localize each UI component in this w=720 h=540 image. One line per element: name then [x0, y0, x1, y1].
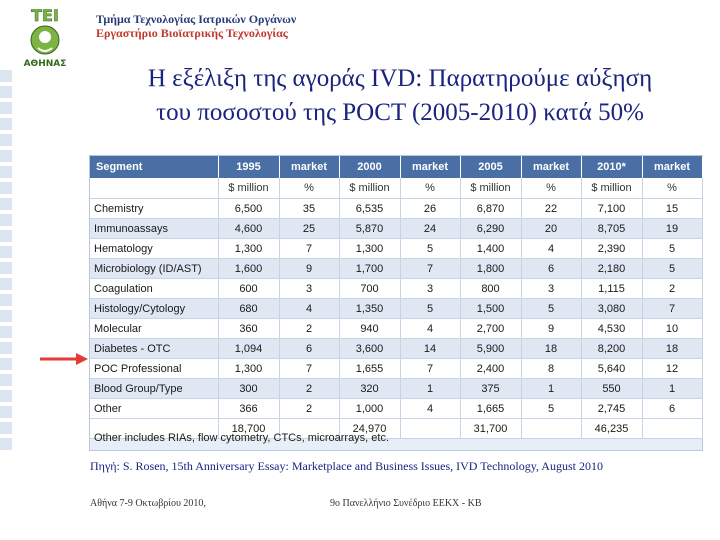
- unit-cell: $ million: [581, 178, 642, 199]
- strip-square: [0, 246, 12, 258]
- value-cell: 6: [642, 399, 702, 419]
- value-cell: 3,600: [339, 339, 400, 359]
- value-cell: 6,535: [339, 199, 400, 219]
- value-cell: 18: [521, 339, 581, 359]
- value-cell: 20: [521, 219, 581, 239]
- total-cell: [521, 419, 581, 439]
- value-cell: 12: [642, 359, 702, 379]
- table-row: [90, 239, 702, 259]
- value-cell: 2,180: [581, 259, 642, 279]
- value-cell: 7: [279, 239, 339, 259]
- table-row: [90, 299, 702, 319]
- strip-square: [0, 422, 12, 434]
- table-row: [90, 379, 702, 399]
- table-header-row: [90, 156, 702, 178]
- total-cell: 24,970: [339, 419, 400, 439]
- value-cell: 3,080: [581, 299, 642, 319]
- value-cell: 2,700: [460, 319, 521, 339]
- total-cell: 46,235: [581, 419, 642, 439]
- table-row: [90, 339, 702, 359]
- value-cell: 1,000: [339, 399, 400, 419]
- header-cell: 2000: [339, 156, 400, 178]
- table-row: [90, 259, 702, 279]
- table-row: [90, 399, 702, 419]
- value-cell: 5: [521, 299, 581, 319]
- value-cell: 35: [279, 199, 339, 219]
- strip-square: [0, 262, 12, 274]
- unit-cell: %: [400, 178, 460, 199]
- strip-square: [0, 294, 12, 306]
- segment-cell: Molecular: [90, 319, 218, 339]
- value-cell: 6: [279, 339, 339, 359]
- value-cell: 25: [279, 219, 339, 239]
- table-row: [90, 199, 702, 219]
- segment-cell: Hematology: [90, 239, 218, 259]
- value-cell: 300: [218, 379, 279, 399]
- left-decorative-strip: [0, 70, 14, 470]
- strip-square: [0, 70, 12, 82]
- value-cell: 10: [642, 319, 702, 339]
- value-cell: 800: [460, 279, 521, 299]
- table-row: [90, 359, 702, 379]
- strip-square: [0, 438, 12, 450]
- strip-square: [0, 326, 12, 338]
- strip-square: [0, 342, 12, 354]
- segment-cell: Histology/Cytology: [90, 299, 218, 319]
- segment-cell: Coagulation: [90, 279, 218, 299]
- value-cell: 5: [400, 299, 460, 319]
- table-row: [90, 279, 702, 299]
- value-cell: 2: [279, 399, 339, 419]
- header-cell: market: [400, 156, 460, 178]
- value-cell: 1,800: [460, 259, 521, 279]
- strip-square: [0, 86, 12, 98]
- table-unit-row: [90, 178, 702, 199]
- value-cell: 1,115: [581, 279, 642, 299]
- strip-square: [0, 214, 12, 226]
- value-cell: 375: [460, 379, 521, 399]
- value-cell: 7: [400, 259, 460, 279]
- segment-cell: Immunoassays: [90, 219, 218, 239]
- footer-date: Αθήνα 7-9 Οκτωβρίου 2010,: [90, 498, 206, 509]
- value-cell: 3: [521, 279, 581, 299]
- value-cell: 600: [218, 279, 279, 299]
- strip-square: [0, 198, 12, 210]
- value-cell: 2: [642, 279, 702, 299]
- value-cell: 24: [400, 219, 460, 239]
- value-cell: 26: [400, 199, 460, 219]
- strip-square: [0, 390, 12, 402]
- value-cell: 6,870: [460, 199, 521, 219]
- value-cell: 2: [279, 379, 339, 399]
- unit-cell: %: [279, 178, 339, 199]
- value-cell: 15: [642, 199, 702, 219]
- value-cell: 1,655: [339, 359, 400, 379]
- strip-square: [0, 150, 12, 162]
- value-cell: 1,300: [218, 239, 279, 259]
- total-cell: 31,700: [460, 419, 521, 439]
- red-arrow-icon: [40, 352, 88, 366]
- value-cell: 1,600: [218, 259, 279, 279]
- ivd-market-table: [90, 156, 703, 439]
- strip-square: [0, 374, 12, 386]
- value-cell: 940: [339, 319, 400, 339]
- strip-square: [0, 230, 12, 242]
- value-cell: 1,300: [339, 239, 400, 259]
- header-department: Τμήμα Τεχνολογίας Ιατρικών Οργάνων: [96, 12, 297, 26]
- logo-text-top: ΤΕΙ: [31, 6, 59, 25]
- header-cell: 2005: [460, 156, 521, 178]
- value-cell: 1,400: [460, 239, 521, 259]
- value-cell: 4: [521, 239, 581, 259]
- value-cell: 5,900: [460, 339, 521, 359]
- ivd-market-table-container: [89, 155, 703, 451]
- logo-text-bottom: ΑΘΗΝΑΣ: [23, 59, 67, 69]
- segment-cell: Microbiology (ID/AST): [90, 259, 218, 279]
- footer-conference: 9ο Πανελλήνιο Συνέδριο ΕΕΚΧ - ΚΒ: [330, 498, 482, 509]
- value-cell: 5: [400, 239, 460, 259]
- unit-cell: $ million: [218, 178, 279, 199]
- value-cell: 9: [279, 259, 339, 279]
- value-cell: 5: [642, 239, 702, 259]
- strip-square: [0, 406, 12, 418]
- value-cell: 360: [218, 319, 279, 339]
- value-cell: 1: [400, 379, 460, 399]
- unit-cell: %: [521, 178, 581, 199]
- value-cell: 9: [521, 319, 581, 339]
- segment-cell: Other: [90, 399, 218, 419]
- strip-square: [0, 134, 12, 146]
- strip-square: [0, 102, 12, 114]
- header-cell: market: [279, 156, 339, 178]
- value-cell: 8: [521, 359, 581, 379]
- value-cell: 4: [400, 399, 460, 419]
- tei-athinas-logo: [8, 4, 82, 70]
- value-cell: 680: [218, 299, 279, 319]
- header-cell: market: [521, 156, 581, 178]
- unit-cell: [90, 178, 218, 199]
- value-cell: 18: [642, 339, 702, 359]
- value-cell: 3: [400, 279, 460, 299]
- value-cell: 4,530: [581, 319, 642, 339]
- value-cell: 2,400: [460, 359, 521, 379]
- value-cell: 4: [400, 319, 460, 339]
- header-cell: 2010*: [581, 156, 642, 178]
- header-cell: Segment: [90, 156, 218, 178]
- value-cell: 7: [642, 299, 702, 319]
- segment-cell: Blood Group/Type: [90, 379, 218, 399]
- table-note: Other includes RIAs, flow cytometry, CTCs, microarrays, etc.: [94, 432, 390, 444]
- strip-square: [0, 182, 12, 194]
- value-cell: 7: [279, 359, 339, 379]
- slide-title-line2: του ποσοστού της POCT (2005-2010) κατά 50%: [156, 99, 644, 126]
- value-cell: 1,700: [339, 259, 400, 279]
- value-cell: 7: [400, 359, 460, 379]
- segment-cell: Chemistry: [90, 199, 218, 219]
- strip-square: [0, 358, 12, 370]
- value-cell: 5,870: [339, 219, 400, 239]
- value-cell: 1,665: [460, 399, 521, 419]
- value-cell: 19: [642, 219, 702, 239]
- value-cell: 366: [218, 399, 279, 419]
- value-cell: 320: [339, 379, 400, 399]
- header-laboratory: Εργαστήριο Βιοϊατρικής Τεχνολογίας: [96, 26, 288, 40]
- strip-square: [0, 310, 12, 322]
- table-row: [90, 219, 702, 239]
- value-cell: 6: [521, 259, 581, 279]
- value-cell: 7,100: [581, 199, 642, 219]
- total-cell: [642, 419, 702, 439]
- source-citation: Πηγή: S. Rosen, 15th Anniversary Essay: Marketplace and Business Issues, IVD Technology, August 2010: [90, 459, 603, 473]
- unit-cell: %: [642, 178, 702, 199]
- value-cell: 14: [400, 339, 460, 359]
- segment-cell: Diabetes - OTC: [90, 339, 218, 359]
- value-cell: 1,094: [218, 339, 279, 359]
- value-cell: 550: [581, 379, 642, 399]
- value-cell: 5: [521, 399, 581, 419]
- value-cell: 1: [521, 379, 581, 399]
- strip-square: [0, 118, 12, 130]
- slide-title: [90, 62, 710, 130]
- unit-cell: $ million: [460, 178, 521, 199]
- total-cell: [400, 419, 460, 439]
- value-cell: 8,705: [581, 219, 642, 239]
- value-cell: 700: [339, 279, 400, 299]
- value-cell: 1,500: [460, 299, 521, 319]
- value-cell: 2,390: [581, 239, 642, 259]
- value-cell: 1,350: [339, 299, 400, 319]
- value-cell: 8,200: [581, 339, 642, 359]
- segment-cell: POC Professional: [90, 359, 218, 379]
- slide-title-line1: Η εξέλιξη της αγοράς IVD: Παρατηρούμε αύξηση: [147, 65, 653, 92]
- value-cell: 2,745: [581, 399, 642, 419]
- table-row: [90, 319, 702, 339]
- header-cell: market: [642, 156, 702, 178]
- value-cell: 1: [642, 379, 702, 399]
- value-cell: 5: [642, 259, 702, 279]
- value-cell: 5,640: [581, 359, 642, 379]
- value-cell: 1,300: [218, 359, 279, 379]
- value-cell: 6,500: [218, 199, 279, 219]
- header-cell: 1995: [218, 156, 279, 178]
- value-cell: 3: [279, 279, 339, 299]
- value-cell: 22: [521, 199, 581, 219]
- total-cell: 18,700: [218, 419, 279, 439]
- strip-square: [0, 278, 12, 290]
- value-cell: 6,290: [460, 219, 521, 239]
- value-cell: 2: [279, 319, 339, 339]
- strip-square: [0, 166, 12, 178]
- unit-cell: $ million: [339, 178, 400, 199]
- value-cell: 4,600: [218, 219, 279, 239]
- value-cell: 4: [279, 299, 339, 319]
